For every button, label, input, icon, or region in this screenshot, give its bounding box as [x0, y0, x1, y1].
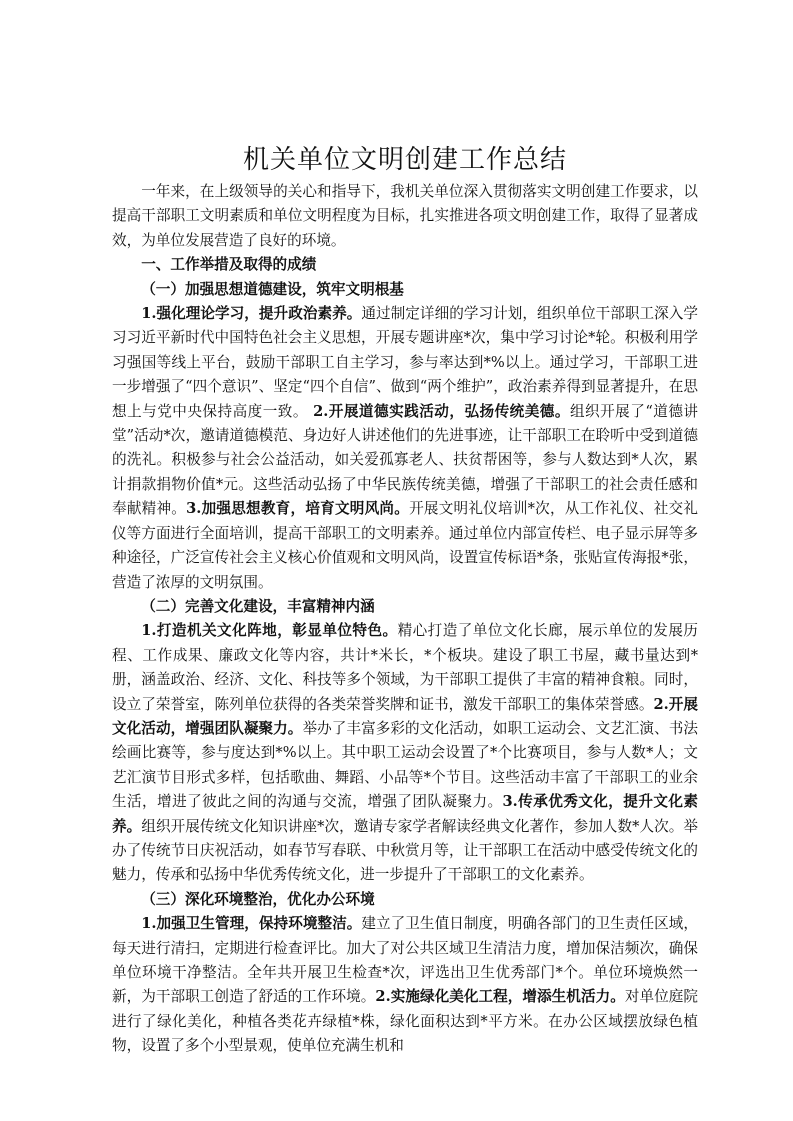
subsection-heading-environment: （三）深化环境整治，优化办公环境: [141, 890, 375, 908]
item-text-hygiene: 建立了卫生值日制度，明确各部门的卫生责任区域，每天进行清扫，定期进行检查评比。加大了对公共区域卫生清洁力度，增加保洁频次，确保单位环境干净整洁。全年共开展卫生检查*次，评选出卫生优秀部门*个。单位环境焕然一新，为干部职工创造了舒适的工作环境。: [112, 915, 698, 1006]
item-text-ideological-education: 开展文明礼仪培训*次，从工作礼仪、社交礼仪等方面进行全面培训，提高干部职工的文明素养。通过单位内部宣传栏、电子显示屏等多种途径，广泛宣传社会主义核心价值观和文明风尚，设置宣传标语*条，张贴宣传海报*张，营造了浓厚的文明氛围。: [112, 500, 698, 591]
item-lead-culture-activities: 2.开展文化活动，增强团队凝聚力。: [112, 695, 698, 737]
section-heading-achievements: 一、工作举措及取得的成绩: [141, 256, 317, 274]
item-lead-hygiene: 1.加强卫生管理，保持环境整洁。: [141, 915, 362, 933]
paragraph-culture: [112, 619, 698, 887]
item-text-culture-position: 精心打造了单位文化长廊，展示单位的发展历程、工作成果、廉政文化等内容，共计*米长，*个板块。建设了职工书屋，藏书量达到*册，涵盖政治、经济、文化、科技等多个领域，为干部职工提供了丰富的精神食粮。同时，设立了荣誉室，陈列单位获得的各类荣誉奖牌和证书，激发干部职工的集体荣誉感。: [112, 622, 698, 713]
item-lead-culture-position: 1.打造机关文化阵地，彰显单位特色。: [141, 622, 398, 640]
item-lead-ideological-education: 3.加强思想教育，培育文明风尚。: [186, 500, 410, 518]
item-text-greening: 对单位庭院进行了绿化美化，种植各类花卉绿植*株，绿化面积达到*平方米。在办公区域摆放绿色植物，设置了多个小型景观，使单位充满生机和: [112, 988, 698, 1055]
item-lead-traditional-culture: 3.传承优秀文化，提升文化素养。: [112, 793, 698, 835]
item-text-theory-study: 通过制定详细的学习计划，组织单位干部职工深入学习习近平新时代中国特色社会主义思想，开展专题讲座*次，集中学习讨论*轮。积极利用学习强国等线上平台，鼓励干部职工自主学习，参与率达到*%以上。通过学习，干部职工进一步增强了“四个意识”、坚定“四个自信”、做到“两个维护”，政治素养得到显著提升，在思想上与党中央保持高度一致。: [112, 305, 698, 420]
intro-paragraph: 一年来，在上级领导的关心和指导下，我机关单位深入贯彻落实文明创建工作要求，以提高干部职工文明素质和单位文明程度为目标，扎实推进各项文明创建工作，取得了显著成效，为单位发展营造了良好的环境。: [112, 183, 698, 249]
subsection-heading-culture: （二）完善文化建设，丰富精神内涵: [141, 597, 375, 615]
item-lead-moral-practice: 2.开展道德实践活动，弘扬传统美德。: [313, 402, 570, 420]
item-text-traditional-culture: 组织开展传统文化知识讲座*次，邀请专家学者解读经典文化著作，参加人数*人次。举办了传统节日庆祝活动，如春节写春联、中秋赏月等，让干部职工在活动中感受传统文化的魅力，传承和弘扬中华优秀传统文化，进一步提升了干部职工的文化素养。: [112, 817, 698, 884]
document-title: 机关单位文明创建工作总结: [242, 145, 567, 175]
subsection-heading-ideology: （一）加强思想道德建设，筑牢文明根基: [141, 280, 404, 298]
item-lead-greening: 2.实施绿化美化工程，增添生机活力。: [375, 988, 625, 1006]
item-text-culture-activities: 举办了丰富多彩的文化活动，如职工运动会、文艺汇演、书法绘画比赛等，参与度达到*%以上。其中职工运动会设置了*个比赛项目，参与人数*人；文艺汇演节目形式多样，包括歌曲、舞蹈、小品等*个节目。这些活动丰富了干部职工的业余生活，增进了彼此之间的沟通与交流，增强了团队凝聚力。: [112, 719, 698, 811]
document-page: [112, 142, 698, 1059]
item-text-moral-practice: 组织开展了“道德讲堂”活动*次，邀请道德模范、身边好人讲述他们的先进事迹，让干部职工在聆听中受到道德的洗礼。积极参与社会公益活动，如关爱孤寡老人、扶贫帮困等，参与人数达到*人次，累计捐款捐物价值*元。这些活动弘扬了中华民族传统美德，增强了干部职工的社会责任感和奉献精神。: [112, 402, 698, 518]
paragraph-ideology: [112, 302, 698, 595]
paragraph-environment: [112, 912, 698, 1058]
item-lead-theory-study: 1.强化理论学习，提升政治素养。: [141, 305, 362, 323]
